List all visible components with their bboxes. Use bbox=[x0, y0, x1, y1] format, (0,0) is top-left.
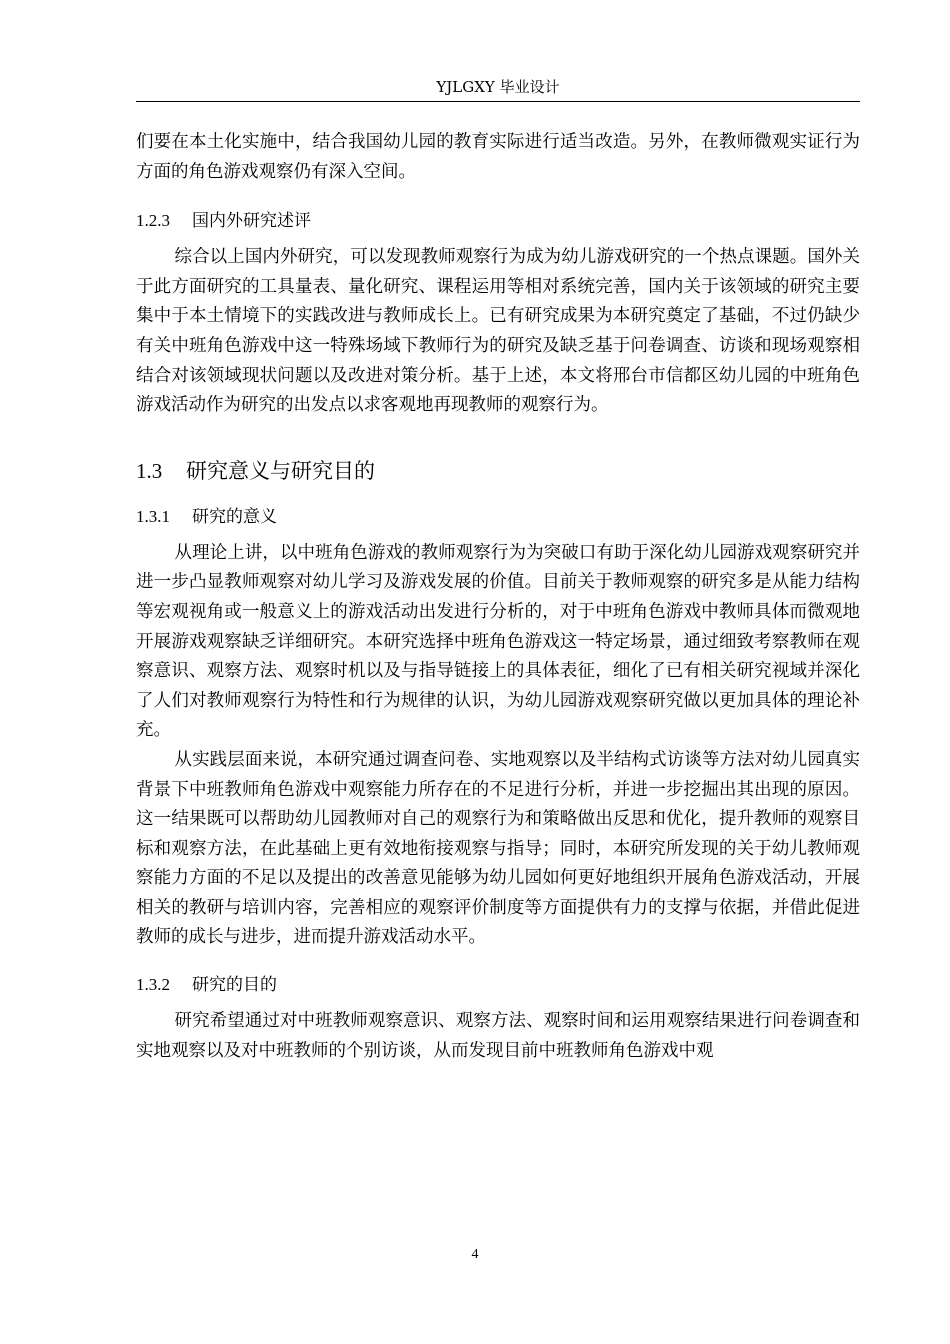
page-header: YJLGXY 毕业设计 bbox=[436, 78, 560, 96]
heading-title: 研究的目的 bbox=[192, 975, 277, 996]
heading-title: 研究的意义 bbox=[192, 506, 277, 527]
heading-title: 国内外研究述评 bbox=[192, 211, 311, 232]
page-number: 4 bbox=[471, 1247, 479, 1262]
header-rule bbox=[136, 101, 860, 102]
page-body bbox=[136, 128, 860, 1066]
continuation-paragraph: 们要在本土化实施中，结合我国幼儿园的教育实际进行适当改造。另外，在教师微观实证行为方面的角色游戏观察仍有深入空间。 bbox=[136, 132, 860, 182]
heading-number: 1.3 bbox=[136, 458, 163, 483]
heading-1-3-2 bbox=[136, 973, 860, 997]
heading-number: 1.3.1 bbox=[136, 506, 170, 526]
paragraph-review: 综合以上国内外研究，可以发现教师观察行为成为幼儿游戏研究的一个热点课题。国外关于此方面研究的工具量表、量化研究、课程运用等相对系统完善，国内关于该领域的研究主要集中于本土情境下的实践改进与教师成长上。已有研究成果为本研究奠定了基础，不过仍缺少有关中班角色游戏中这一特殊场域下教师行为的研究及缺乏基于问卷调查、访谈和现场观察相结合对该领域现状问题以及改进对策分析。基于上述，本文将邢台市信都区幼儿园的中班角色游戏活动作为研究的出发点以求客观地再现教师的观察行为。 bbox=[136, 247, 860, 416]
heading-1-2-3 bbox=[136, 209, 860, 233]
heading-1-3 bbox=[136, 457, 860, 485]
heading-number: 1.3.2 bbox=[136, 975, 170, 995]
heading-1-3-1 bbox=[136, 505, 860, 529]
heading-title: 研究意义与研究目的 bbox=[186, 458, 375, 483]
paragraph-purpose: 研究希望通过对中班教师观察意识、观察方法、观察时间和运用观察结果进行问卷调查和实地观察以及对中班教师的个别访谈，从而发现目前中班教师角色游戏中观 bbox=[136, 1011, 860, 1061]
heading-number: 1.2.3 bbox=[136, 211, 170, 231]
paragraph-practice: 从实践层面来说，本研究通过调查问卷、实地观察以及半结构式访谈等方法对幼儿园真实背景下中班教师角色游戏中观察能力所存在的不足进行分析，并进一步挖掘出其出现的原因。这一结果既可以帮助幼儿园教师对自己的观察行为和策略做出反思和优化，提升教师的观察目标和观察方法，在此基础上更有效地衔接观察与指导；同时，本研究所发现的关于幼儿教师观察能力方面的不足以及提出的改善意见能够为幼儿园如何更好地组织开展角色游戏活动，开展相关的教研与培训内容，完善相应的观察评价制度等方面提供有力的支撑与依据，并借此促进教师的成长与进步，进而提升游戏活动水平。 bbox=[136, 749, 860, 948]
paragraph-theory: 从理论上讲，以中班角色游戏的教师观察行为为突破口有助于深化幼儿园游戏观察研究并进一步凸显教师观察对幼儿学习及游戏发展的价值。目前关于教师观察的研究多是从能力结构等宏观视角或一般意义上的游戏活动出发进行分析的，对于中班角色游戏中教师具体而微观地开展游戏观察缺乏详细研究。本研究选择中班角色游戏这一特定场景，通过细致考察教师在观察意识、观察方法、观察时机以及与指导链接上的具体表征，细化了已有相关研究视域并深化了人们对教师观察行为特性和行为规律的认识，为幼儿园游戏观察研究做以更加具体的理论补充。 bbox=[136, 542, 860, 741]
